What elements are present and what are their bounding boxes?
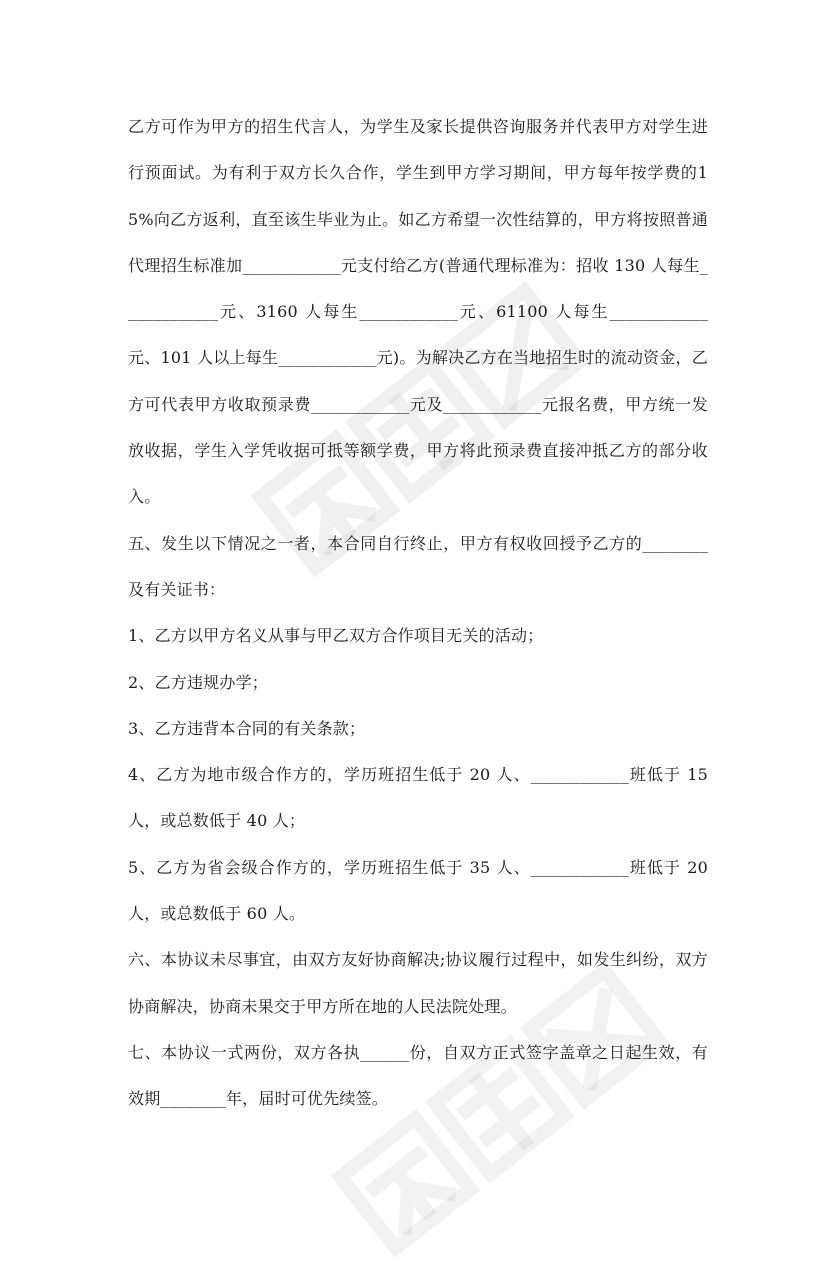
paragraph-termination-item-2: 2、乙方违规办学； bbox=[128, 672, 268, 692]
paragraph-rebate-terms: 乙方可作为甲方的招生代言人，为学生及家长提供咨询服务并代表甲方对学生进行预面试。为有利于双方长久合作，学生到甲方学习期间，甲方每年按学费的15%向乙方返利，直至该生毕业为止。如乙方希望一次性结算的，甲方将按照普通代理招生标准加____________元支付给乙方(普通代理标准为：招收 130 人每生____________元、3160 人每生____________元、61100 人每生____________元、101 人以上每生____________元)。为解决乙方在当地招生时的流动资金，乙方可代表甲方收取预录费____________元及____________元报名费，甲方统一发放收据，学生入学凭收据可抵等额学费，甲方将此预录费直接冲抵乙方的部分收入。 bbox=[128, 117, 708, 507]
paragraph-termination-item-1: 1、乙方以甲方名义从事与甲乙双方合作项目无关的活动； bbox=[128, 626, 544, 646]
paragraph-termination-item-3: 3、乙方违背本合同的有关条款； bbox=[128, 718, 366, 738]
paragraph-termination-item-4: 4、乙方为地市级合作方的，学历班招生低于 20 人、____________班低于 15 人，或总数低于 40 人； bbox=[128, 765, 708, 831]
paragraph-termination-item-5: 5、乙方为省会级合作方的，学历班招生低于 35 人、____________班低于 20 人，或总数低于 60 人。 bbox=[128, 857, 708, 924]
paragraph-copies-validity: 七、本协议一式两份，双方各执______份，自双方正式签字盖章之日起生效，有效期________年，届时可优先续签。 bbox=[128, 1042, 708, 1109]
contract-body bbox=[128, 104, 708, 1123]
paragraph-termination-heading: 五、发生以下情况之一者，本合同自行终止，甲方有权收回授予乙方的________及有关证书： bbox=[128, 533, 708, 599]
paragraph-dispute-resolution: 六、本协议未尽事宜，由双方友好协商解决;协议履行过程中，如发生纠纷，双方协商解决，协商未果交于甲方所在地的人民法院处理。 bbox=[128, 950, 708, 1016]
